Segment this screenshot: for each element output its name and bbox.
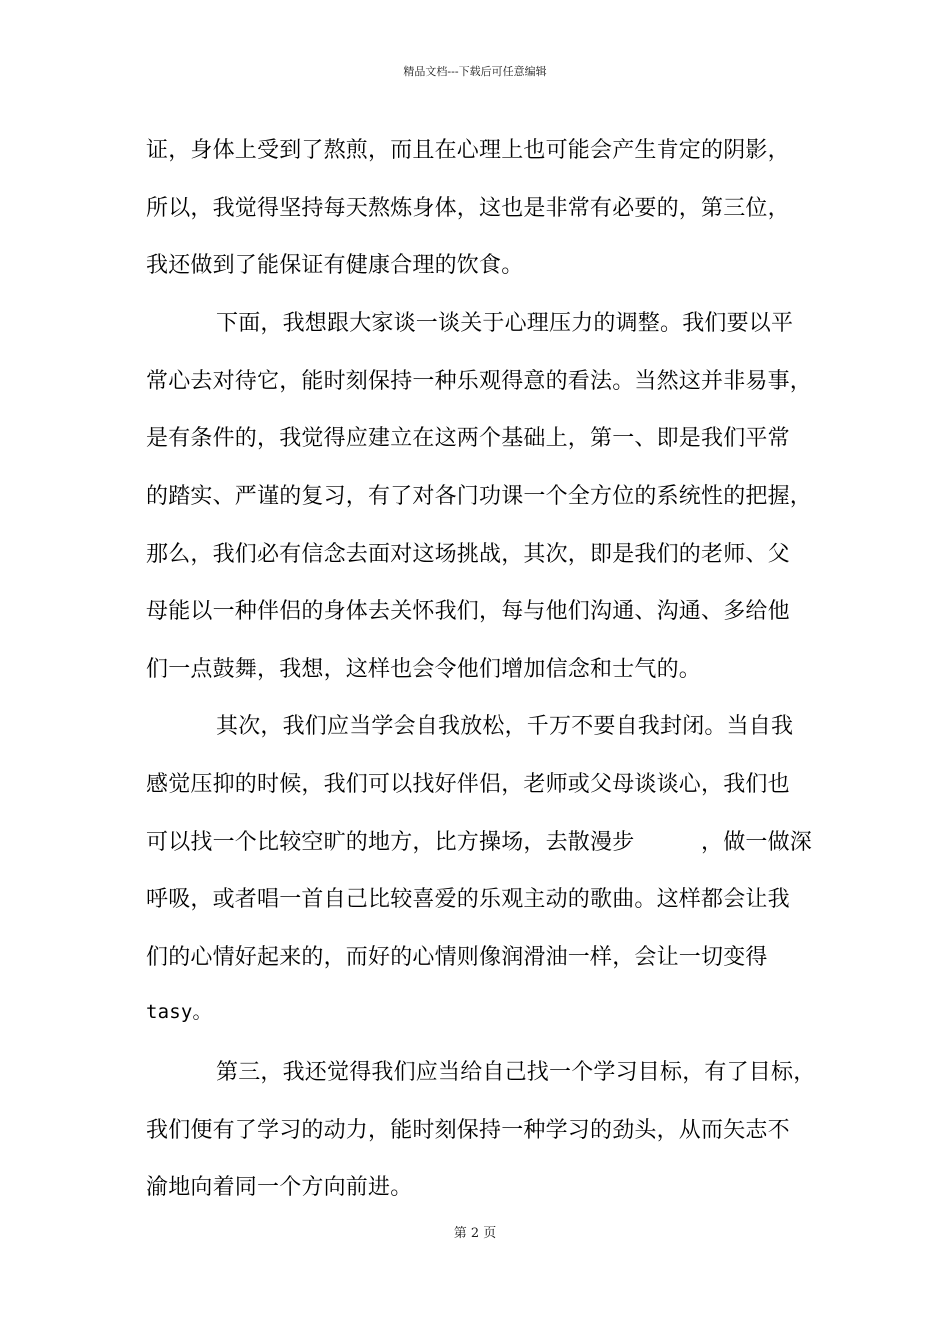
paragraph-first-line: 其次，我们应当学会自我放松，千万不要自我封闭。当自我 [216, 714, 794, 739]
paragraph-first-line: 下面，我想跟大家谈一谈关于心理压力的调整。我们要以平 [216, 311, 794, 336]
text-line: 那么，我们必有信念去面对这场挑战，其次，即是我们的老师、父 [146, 542, 790, 567]
text-line: 们的心情好起来的，而好的心情则像润滑油一样，会让一切变得 [146, 945, 768, 970]
text-line: 们一点鼓舞，我想，这样也会令他们增加信念和士气的。 [146, 657, 702, 682]
text-line: 证，身体上受到了熬煎，而且在心理上也可能会产生肯定的阴影， [146, 138, 790, 163]
text-line: 可以找一个比较空旷的地方，比方操场，去散漫步 ，做一做深 [146, 830, 813, 855]
text-line: 常心去对待它，能时刻保持一种乐观得意的看法。当然这并非易事， [146, 369, 813, 394]
text-line: 感觉压抑的时候，我们可以找好伴侣，老师或父母谈谈心，我们也 [146, 772, 790, 797]
text-line: 渝地向着同一个方向前进。 [146, 1175, 413, 1200]
page-number: 第 2 页 [453, 1226, 497, 1241]
text-line: 的踏实、严谨的复习，有了对各门功课一个全方位的系统性的把握， [146, 484, 813, 509]
text-line: 是有条件的，我觉得应建立在这两个基础上，第一、即是我们平常 [146, 426, 790, 451]
text-line: tasy。 [146, 1001, 212, 1023]
page-header: 精品文档---下载后可任意编辑 [403, 65, 547, 78]
text-line: 我还做到了能保证有健康合理的饮食。 [146, 253, 524, 278]
text-line: 呼吸，或者唱一首自己比较喜爱的乐观主动的歌曲。这样都会让我 [146, 887, 790, 912]
text-line: 我们便有了学习的动力，能时刻保持一种学习的劲头，从而矢志不 [146, 1118, 790, 1143]
paragraph-first-line: 第三，我还觉得我们应当给自己找一个学习目标，有了目标， [216, 1060, 816, 1085]
text-line: 母能以一种伴侣的身体去关怀我们，每与他们沟通、沟通、多给他 [146, 599, 790, 624]
text-line: 所以，我觉得坚持每天熬炼身体，这也是非常有必要的，第三位， [146, 196, 790, 221]
